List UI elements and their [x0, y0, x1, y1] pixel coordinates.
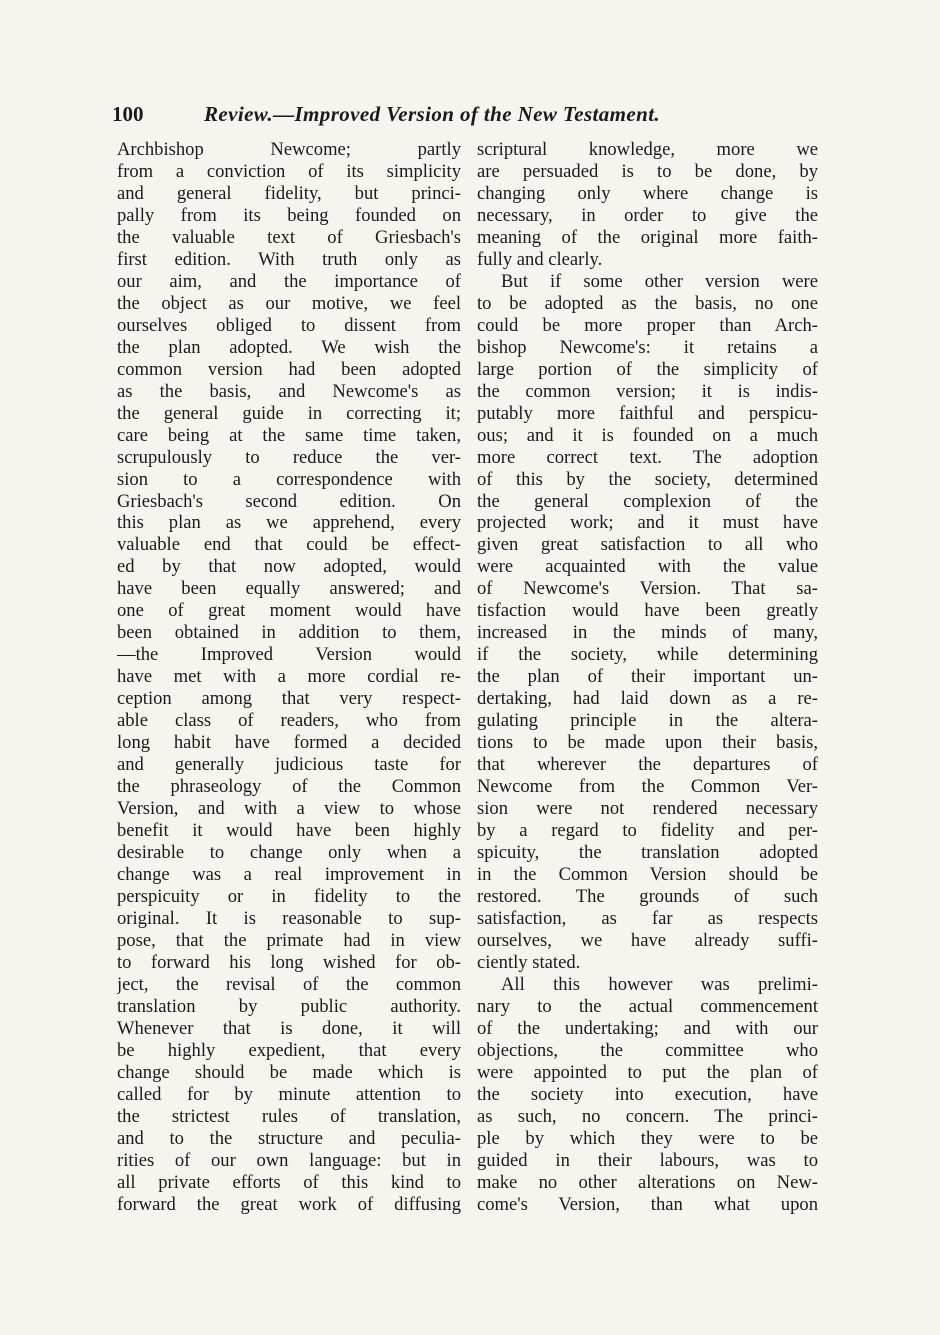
- text-line: valuable end that could be effect-: [117, 534, 461, 556]
- text-line: benefit it would have been highly: [117, 820, 461, 842]
- text-line: of this by the society, determined: [477, 468, 818, 490]
- text-line: have been equally answered; and: [117, 578, 461, 600]
- text-line: able class of readers, who from: [117, 710, 461, 732]
- right-text-column: [477, 139, 818, 1215]
- text-line: nary to the actual commencement: [477, 995, 818, 1017]
- text-line: Whenever that is done, it will: [117, 1017, 461, 1039]
- text-line: ourselves obliged to dissent from: [117, 314, 461, 336]
- text-line: tions to be made upon their basis,: [477, 732, 818, 754]
- running-title: Review.—Improved Version of the New Testament.: [204, 102, 661, 126]
- text-line: first edition. With truth only as: [117, 248, 461, 270]
- text-line: that wherever the departures of: [477, 754, 818, 776]
- text-line: All this however was prelimi-: [501, 973, 818, 995]
- text-line: sion were not rendered necessary: [477, 798, 818, 820]
- text-line: ourselves, we have already suffi-: [477, 929, 818, 951]
- text-line: bishop Newcome's: it retains a: [477, 336, 818, 358]
- page-number: 100: [112, 102, 144, 126]
- text-line: are persuaded is to be done, by: [477, 160, 818, 182]
- text-line: ject, the revisal of the common: [117, 973, 461, 995]
- text-line: guided in their labours, was to: [477, 1149, 818, 1171]
- text-line: sion to a correspondence with: [117, 468, 461, 490]
- left-text-column: [117, 139, 461, 1215]
- text-line: the society into execution, have: [477, 1083, 818, 1105]
- text-line: and generally judicious taste for: [117, 754, 461, 776]
- text-line: the phraseology of the Common: [117, 776, 461, 798]
- text-line: translation by public authority.: [117, 995, 461, 1017]
- text-line: Newcome from the Common Ver-: [477, 776, 818, 798]
- text-line: make no other alterations on New-: [477, 1171, 818, 1193]
- text-line: our aim, and the importance of: [117, 270, 461, 292]
- page-header: [108, 98, 828, 130]
- text-line: putably more faithful and perspicu-: [477, 402, 818, 424]
- text-line: this plan as we apprehend, every: [117, 512, 461, 534]
- text-line: pally from its being founded on: [117, 204, 461, 226]
- text-line: have met with a more cordial re-: [117, 666, 461, 688]
- text-line: the plan adopted. We wish the: [117, 336, 461, 358]
- text-line: changing only where change is: [477, 182, 818, 204]
- text-line: long habit have formed a decided: [117, 732, 461, 754]
- text-line: all private efforts of this kind to: [117, 1171, 461, 1193]
- text-line: the strictest rules of translation,: [117, 1105, 461, 1127]
- text-line: ple by which they were to be: [477, 1127, 818, 1149]
- text-line: forward the great work of diffusing: [117, 1193, 461, 1215]
- text-line: of the undertaking; and with our: [477, 1017, 818, 1039]
- text-line: called for by minute attention to: [117, 1083, 461, 1105]
- text-line: change was a real improvement in: [117, 863, 461, 885]
- text-line: one of great moment would have: [117, 600, 461, 622]
- text-line: dertaking, had laid down as a re-: [477, 688, 818, 710]
- text-line: the general guide in correcting it;: [117, 402, 461, 424]
- text-line: large portion of the simplicity of: [477, 358, 818, 380]
- text-line: from a conviction of its simplicity: [117, 160, 461, 182]
- text-line: meaning of the original more faith-: [477, 226, 818, 248]
- text-line: ous; and it is founded on a much: [477, 424, 818, 446]
- text-line: of Newcome's Version. That sa-: [477, 578, 818, 600]
- text-line: —the Improved Version would: [117, 644, 461, 666]
- text-line: could be more proper than Arch-: [477, 314, 818, 336]
- text-line: pose, that the primate had in view: [117, 929, 461, 951]
- text-line: care being at the same time taken,: [117, 424, 461, 446]
- text-line: and general fidelity, but princi-: [117, 182, 461, 204]
- text-line: come's Version, than what upon: [477, 1193, 818, 1215]
- text-line: in the Common Version should be: [477, 863, 818, 885]
- text-line: given great satisfaction to all who: [477, 534, 818, 556]
- text-line: objections, the committee who: [477, 1039, 818, 1061]
- text-line: rities of our own language: but in: [117, 1149, 461, 1171]
- text-line: were acquainted with the value: [477, 556, 818, 578]
- text-line: spicuity, the translation adopted: [477, 842, 818, 863]
- text-line: as the basis, and Newcome's as: [117, 380, 461, 402]
- text-line: perspicuity or in fidelity to the: [117, 885, 461, 907]
- text-line: common version had been adopted: [117, 358, 461, 380]
- text-line: if the society, while determining: [477, 644, 818, 666]
- text-line: scrupulously to reduce the ver-: [117, 446, 461, 468]
- text-line: the general complexion of the: [477, 490, 818, 512]
- text-line: the plan of their important un-: [477, 666, 818, 688]
- text-line: scriptural knowledge, more we: [477, 139, 818, 160]
- text-line: the object as our motive, we feel: [117, 292, 461, 314]
- text-line: by a regard to fidelity and per-: [477, 820, 818, 842]
- text-line: tisfaction would have been greatly: [477, 600, 818, 622]
- text-line: ception among that very respect-: [117, 688, 461, 710]
- text-line: be highly expedient, that every: [117, 1039, 461, 1061]
- text-line: original. It is reasonable to sup-: [117, 907, 461, 929]
- text-line: Archbishop Newcome; partly: [117, 139, 461, 160]
- text-line: ed by that now adopted, would: [117, 556, 461, 578]
- text-line: and to the structure and peculia-: [117, 1127, 461, 1149]
- text-line: ciently stated.: [477, 951, 581, 973]
- text-line: restored. The grounds of such: [477, 885, 818, 907]
- text-line: to forward his long wished for ob-: [117, 951, 461, 973]
- text-line: satisfaction, as far as respects: [477, 907, 818, 929]
- text-line: were appointed to put the plan of: [477, 1061, 818, 1083]
- text-line: Version, and with a view to whose: [117, 798, 461, 820]
- text-line: projected work; and it must have: [477, 512, 818, 534]
- text-line: fully and clearly.: [477, 248, 603, 270]
- text-line: the valuable text of Griesbach's: [117, 226, 461, 248]
- text-line: Griesbach's second edition. On: [117, 490, 461, 512]
- text-line: been obtained in addition to them,: [117, 622, 461, 644]
- text-line: gulating principle in the altera-: [477, 710, 818, 732]
- text-line: as such, no concern. The princi-: [477, 1105, 818, 1127]
- text-line: desirable to change only when a: [117, 842, 461, 863]
- text-line: But if some other version were: [501, 270, 818, 292]
- text-line: increased in the minds of many,: [477, 622, 818, 644]
- text-line: the common version; it is indis-: [477, 380, 818, 402]
- text-line: necessary, in order to give the: [477, 204, 818, 226]
- text-line: to be adopted as the basis, no one: [477, 292, 818, 314]
- text-line: change should be made which is: [117, 1061, 461, 1083]
- text-line: more correct text. The adoption: [477, 446, 818, 468]
